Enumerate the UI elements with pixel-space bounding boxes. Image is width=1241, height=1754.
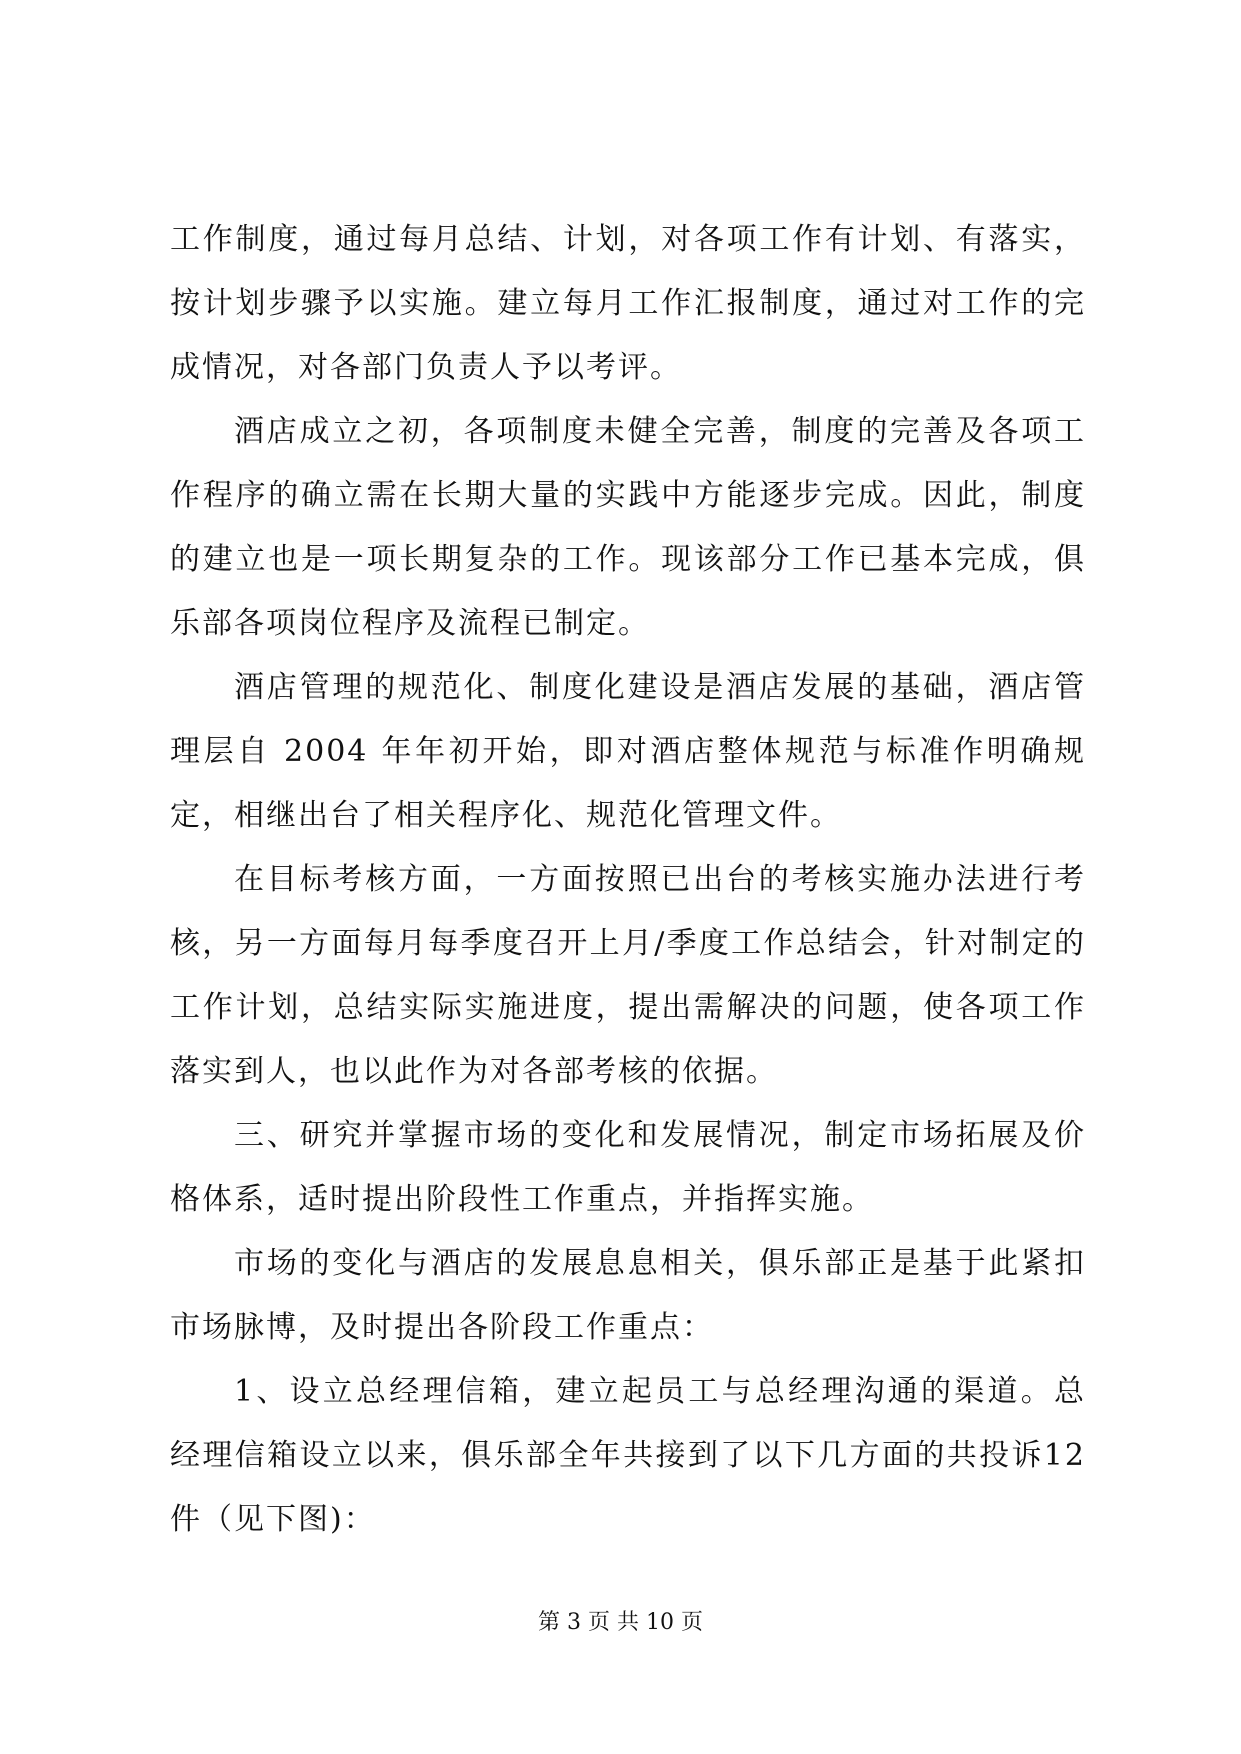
paragraph-1: 工作制度，通过每月总结、计划，对各项工作有计划、有落实，按计划步骤予以实施。建立每月工作汇报制度，通过对工作的完成情况，对各部门负责人予以考评。 [170, 222, 1086, 385]
page-footer [0, 1608, 1241, 1638]
paragraph-2: 酒店成立之初，各项制度未健全完善，制度的完善及各项工作程序的确立需在长期大量的实践中方能逐步完成。因此，制度的建立也是一项长期复杂的工作。现该部分工作已基本完成，俱乐部各项岗位程序及流程已制定。 [170, 414, 1086, 641]
paragraph-4: 在目标考核方面，一方面按照已出台的考核实施办法进行考核，另一方面每月每季度召开上月/季度工作总结会，针对制定的工作计划，总结实际实施进度，提出需解决的问题，使各项工作落实到人，也以此作为对各部考核的依据。 [170, 862, 1086, 1089]
document-body [170, 208, 1086, 1552]
paragraph-6: 市场的变化与酒店的发展息息相关，俱乐部正是基于此紧扣市场脉博，及时提出各阶段工作重点： [170, 1246, 1086, 1345]
paragraph-3: 酒店管理的规范化、制度化建设是酒店发展的基础，酒店管理层自 2004 年年初开始，即对酒店整体规范与标准作明确规定，相继出台了相关程序化、规范化管理文件。 [170, 670, 1086, 833]
page-number: 第 3 页 共 10 页 [538, 1610, 703, 1635]
paragraph-5: 三、研究并掌握市场的变化和发展情况，制定市场拓展及价格体系，适时提出阶段性工作重点，并指挥实施。 [170, 1118, 1086, 1217]
paragraph-7: 1、设立总经理信箱，建立起员工与总经理沟通的渠道。总经理信箱设立以来，俱乐部全年共接到了以下几方面的共投诉12件（见下图)： [170, 1374, 1086, 1537]
